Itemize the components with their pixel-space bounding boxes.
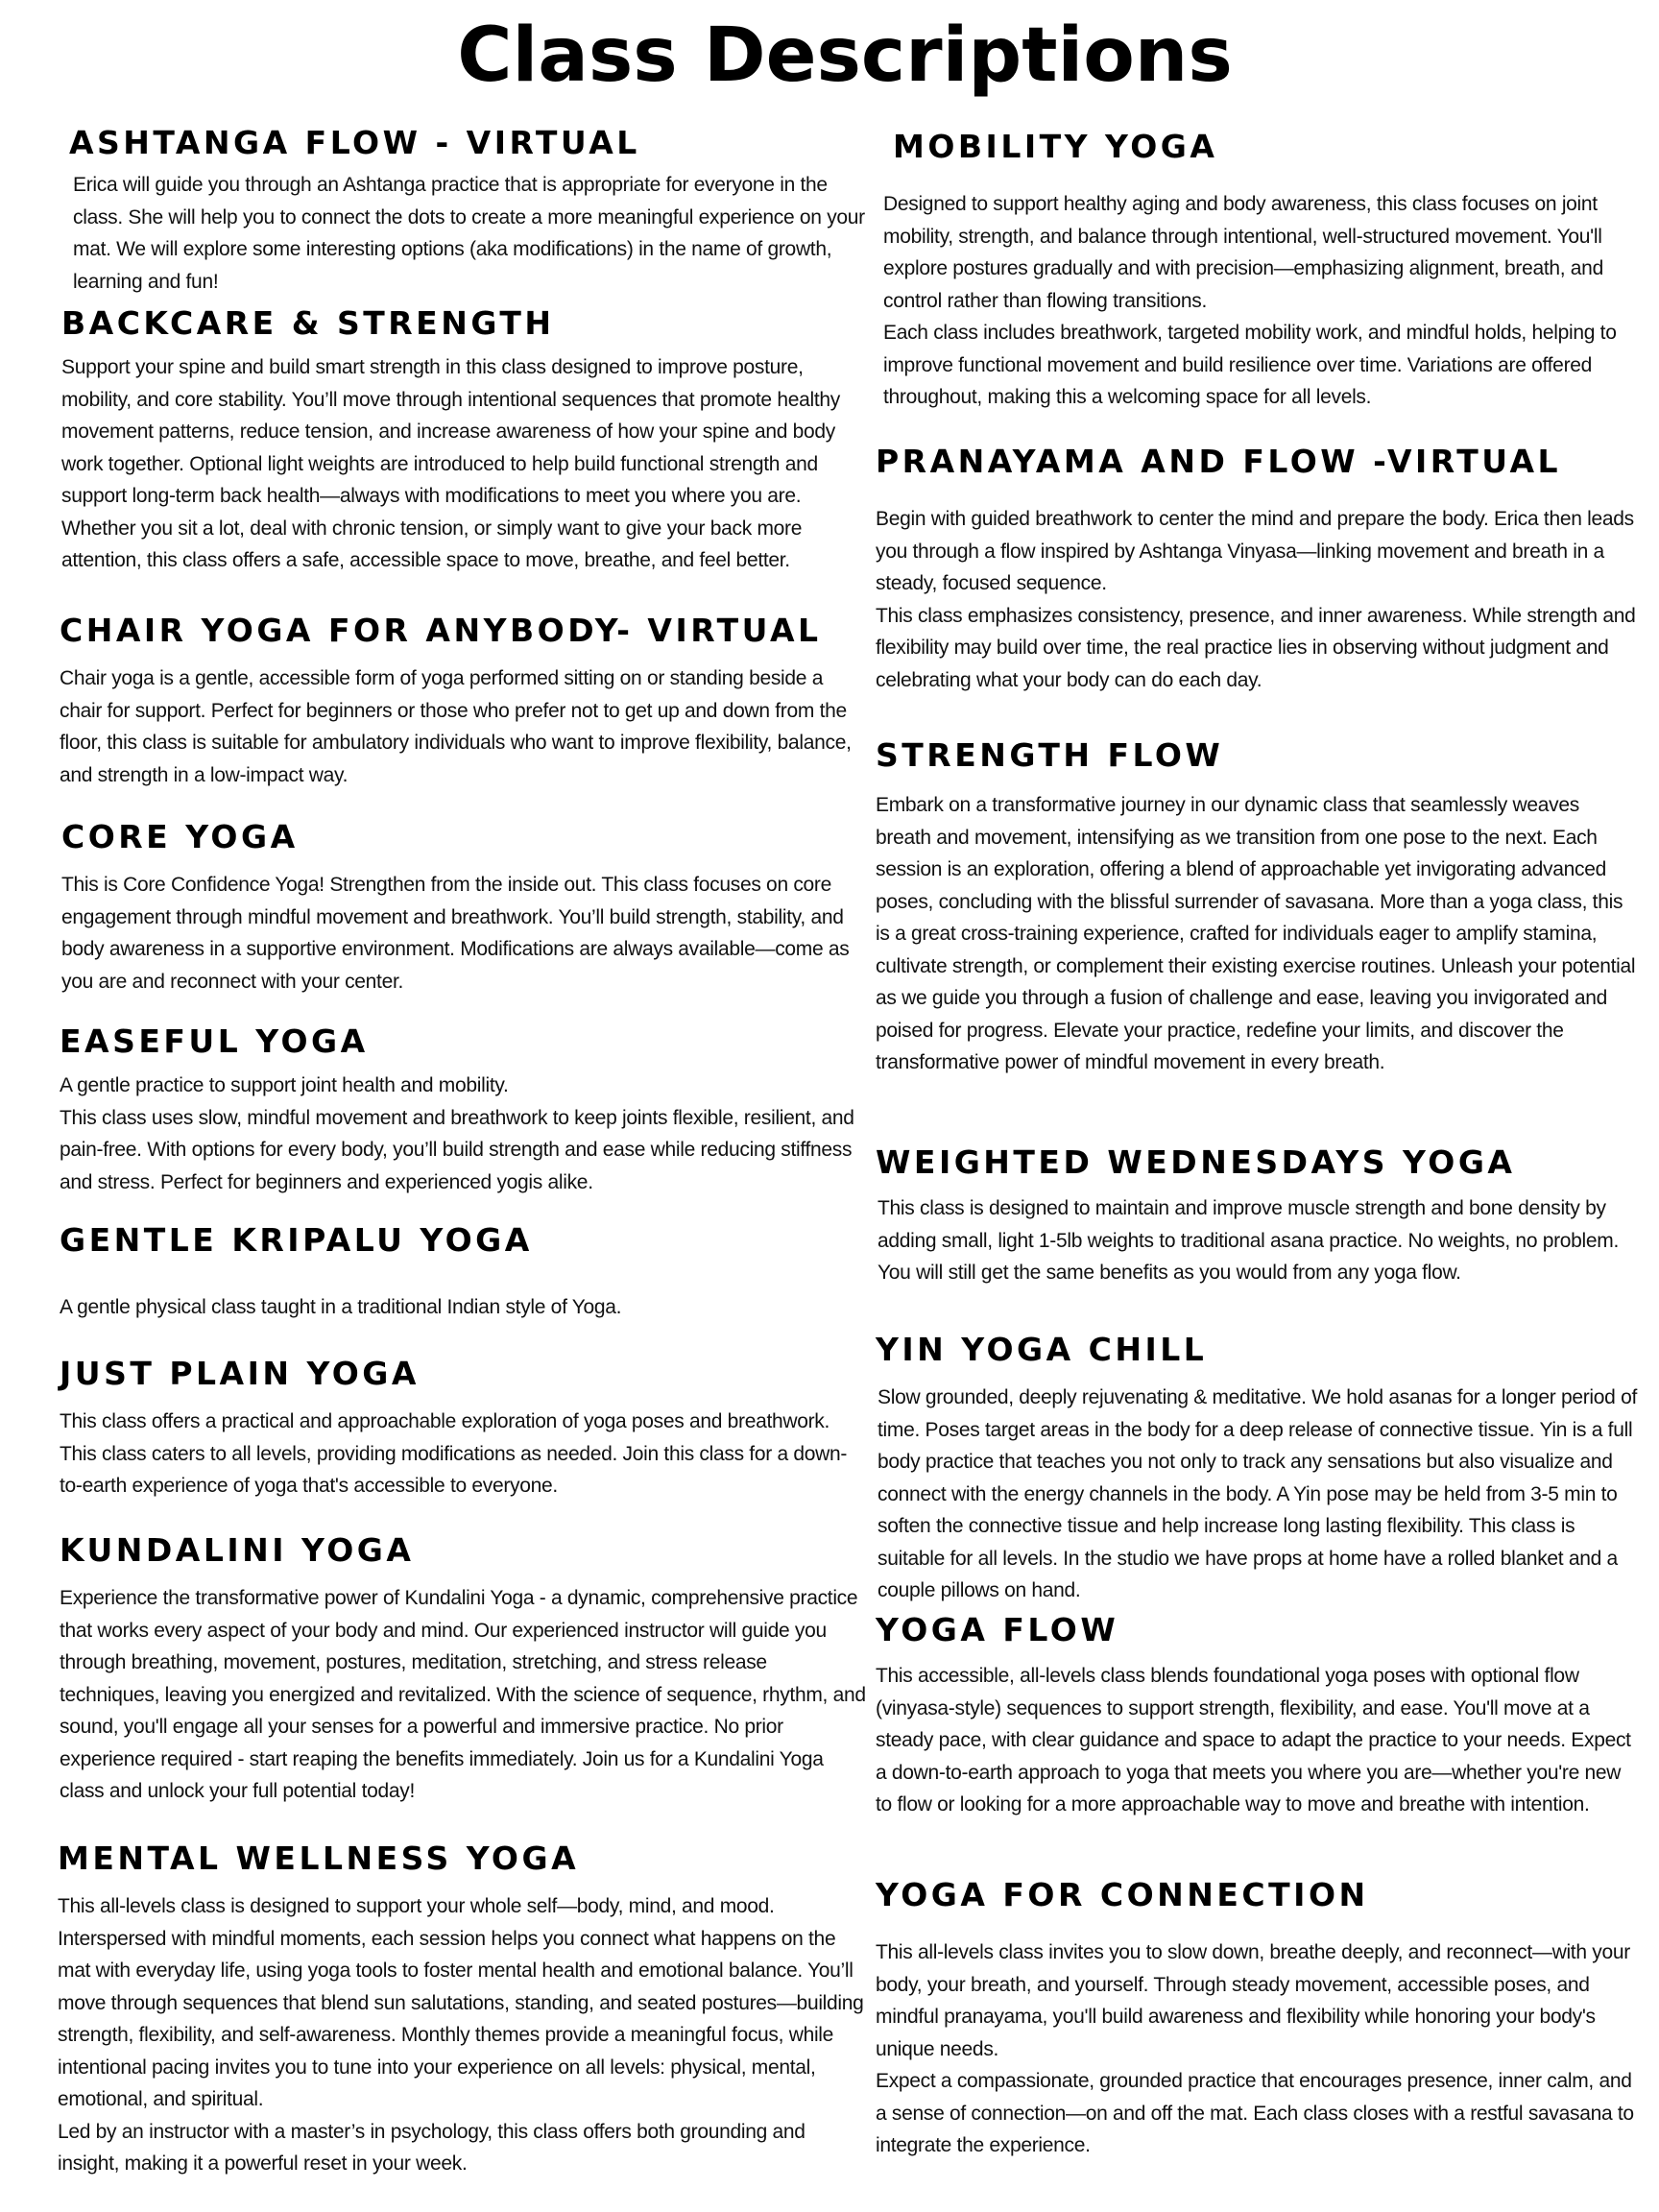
class-description	[878, 1192, 1639, 1289]
description-paragraph: This class offers a practical and approachable exploration of yoga poses and breathwork. This class caters to all levels, providing modifications as needed. Join this class for a down-to-earth experience of yoga that's accessible to everyone.	[60, 1410, 848, 1497]
class-heading: MOBILITY YOGA	[893, 128, 1218, 165]
class-section-easeful-yoga	[60, 1022, 866, 1198]
description-paragraph: Chair yoga is a gentle, accessible form of yoga performed sitting on or standing beside a chair for support. Perfect for beginners or those who prefer not to get up and down from the floor, this class is suitable for ambulatory individuals who want to improve flexibility, balance, and strength in a low-impact way.	[60, 667, 852, 786]
class-heading: CORE YOGA	[61, 818, 299, 855]
class-heading: YOGA FOR CONNECTION	[876, 1876, 1369, 1913]
class-section-ashtanga-flow-virtual	[69, 123, 866, 298]
description-paragraph: This class is designed to maintain and improve muscle strength and bone density by adding small, light 1-5lb weights to traditional asana practice. No weights, no problem. You will still get the same benefits as you would from any yoga flow.	[878, 1197, 1620, 1284]
class-heading: EASEFUL YOGA	[60, 1022, 369, 1060]
class-description	[876, 789, 1639, 1079]
description-paragraph: Experience the transformative power of Kundalini Yoga - a dynamic, comprehensive practice that works every aspect of your body and mind. Our experienced instructor will guide you through breathing, movement, postures, meditation, stretching, and stress release techniques, leaving you energized and revitalized. With the science of sequence, rhythm, and sound, you'll engage all your senses for a powerful and immersive practice. No prior experience required - start reaping the benefits immediately. Join us for a Kundalini Yoga class and unlock your full potential today!	[60, 1587, 866, 1802]
description-paragraph: A gentle practice to support joint health and mobility.	[60, 1074, 509, 1096]
description-paragraph: Designed to support healthy aging and body awareness, this class focuses on joint mobility, strength, and balance through intentional, well-structured movement. You'll explore postures gradually and with precision—emphasizing alignment, breath, and control rather than flowing transitions.	[883, 193, 1603, 312]
class-description	[61, 351, 868, 577]
class-section-mental-wellness-yoga	[58, 1839, 870, 2180]
class-section-weighted-wednesdays-yoga	[876, 1142, 1639, 1289]
class-description	[876, 1660, 1639, 1821]
class-heading: STRENGTH FLOW	[876, 736, 1224, 774]
class-section-kundalini-yoga	[60, 1530, 868, 1808]
class-section-gentle-kripalu-yoga	[60, 1220, 866, 1324]
class-section-strength-flow	[876, 735, 1639, 1079]
class-description	[73, 169, 866, 298]
class-description	[58, 1890, 870, 2180]
description-paragraph: This class uses slow, mindful movement and breathwork to keep joints flexible, resilient, and pain-free. With options for every body, you’ll build strength and ease while reducing stiffness and stress. Perfect for beginners and experienced yogis alike.	[60, 1106, 854, 1193]
class-description	[60, 662, 868, 791]
class-description	[878, 1382, 1639, 1607]
class-description	[876, 503, 1639, 696]
description-paragraph: This class emphasizes consistency, presence, and inner awareness. While strength and flexibility may build over time, the real practice lies in observing without judgment and celebrating what your body can do each day.	[876, 604, 1636, 691]
class-description	[60, 1582, 868, 1808]
class-heading: KUNDALINI YOGA	[60, 1531, 415, 1569]
page-title: Class Descriptions	[457, 12, 1233, 99]
class-section-pranayama-and-flow-virtual	[876, 442, 1639, 696]
class-heading: JUST PLAIN YOGA	[60, 1355, 420, 1392]
description-paragraph: This accessible, all-levels class blends foundational yoga poses with optional flow (vinyasa-style) sequences to support strength, flexibility, and ease. You'll move at a steady pace, with clear guidance and space to adapt the practice to your needs. Expect a down-to-earth approach to yoga that meets you where you are—whether you're new to flow or looking for a more approachable way to move and breathe with intention.	[876, 1665, 1631, 1815]
class-heading: PRANAYAMA AND FLOW -VIRTUAL	[876, 443, 1562, 480]
class-heading: YIN YOGA CHILL	[876, 1331, 1208, 1368]
class-description	[61, 869, 868, 998]
class-heading: CHAIR YOGA FOR ANYBODY- VIRTUAL	[60, 612, 822, 649]
class-description	[876, 1936, 1639, 2162]
description-paragraph: Begin with guided breathwork to center the mind and prepare the body. Erica then leads you through a flow inspired by Ashtanga Vinyasa—linking movement and breath in a steady, focused sequence.	[876, 508, 1634, 594]
class-heading: MENTAL WELLNESS YOGA	[58, 1839, 580, 1877]
class-description	[883, 188, 1632, 414]
class-section-yoga-for-connection	[876, 1875, 1639, 2162]
class-description	[60, 1070, 866, 1198]
description-paragraph: This all-levels class is designed to support your whole self—body, mind, and mood. Interspersed with mindful moments, each session helps you connect what happens on the mat with everyday life, using yoga tools to foster mental health and emotional balance. You’ll move through sequences that blend sun salutations, standing, and seated postures—building strength, flexibility, and self-awareness. Monthly themes provide a meaningful focus, while intentional pacing invites you to tune into your experience on all levels: physical, mental, emotional, and spiritual.	[58, 1895, 864, 2110]
class-section-just-plain-yoga	[60, 1354, 866, 1503]
class-heading: WEIGHTED WEDNESDAYS YOGA	[876, 1143, 1516, 1181]
description-paragraph: A gentle physical class taught in a traditional Indian style of Yoga.	[60, 1296, 622, 1318]
description-paragraph: This is Core Confidence Yoga! Strengthen from the inside out. This class focuses on core engagement through mindful movement and breathwork. You’ll build strength, stability, and body awareness in a supportive environment. Modifications are always available—come as you are and reconnect with your center.	[61, 874, 850, 993]
class-heading: BACKCARE & STRENGTH	[61, 304, 555, 342]
class-section-mobility-yoga	[883, 127, 1632, 414]
description-paragraph: Support your spine and build smart strength in this class designed to improve posture, mobility, and core stability. You’ll move through intentional sequences that promote healthy movement patterns, reduce tension, and increase awareness of how your spine and body work together. Optional light weights are introduced to help build functional strength and support long-term back health—always with modifications to meet you where you are. Whether you sit a lot, deal with chronic tension, or simply want to give your back more attention, this class offers a safe, accessible space to move, breathe, and feel better.	[61, 356, 840, 571]
description-paragraph: Slow grounded, deeply rejuvenating & meditative. We hold asanas for a longer period of time. Poses target areas in the body for a deep release of connective tissue. Yin is a full body practice that teaches you not only to track any sensations but also visualize and connect with the energy channels in the body. A Yin pose may be held from 3-5 min to soften the connective tissue and help increase long lasting flexibility. This class is suitable for all levels. In the studio we have props at home have a rolled blanket and a couple pillows on hand.	[878, 1386, 1637, 1601]
class-heading: YOGA FLOW	[876, 1611, 1119, 1648]
description-paragraph: Led by an instructor with a master’s in psychology, this class offers both grounding and insight, making it a powerful reset in your week.	[58, 2120, 805, 2175]
class-section-yin-yoga-chill	[876, 1330, 1639, 1607]
class-description	[60, 1291, 866, 1324]
description-paragraph: Embark on a transformative journey in our dynamic class that seamlessly weaves breath and movement, intensifying as we transition from one pose to the next. Each session is an exploration, offering a blend of approachable yet invigorating advanced poses, concluding with the blissful surrender of savasana. More than a yoga class, this is a great cross-training experience, crafted for individuals eager to amplify stamina, cultivate strength, or complement their existing exercise routines. Unleash your potential as we guide you through a fusion of challenge and ease, leaving you invigorated and poised for progress. Elevate your practice, redefine your limits, and discover the transformative power of mindful movement in every breath.	[876, 794, 1636, 1073]
class-section-yoga-flow	[876, 1610, 1639, 1821]
description-paragraph: This all-levels class invites you to slow down, breathe deeply, and reconnect—with your body, your breath, and yourself. Through steady movement, accessible poses, and mindful pranayama, you'll build awareness and flexibility while honoring your body's unique needs.	[876, 1941, 1630, 2060]
class-section-chair-yoga-for-anybody-virtual	[60, 611, 868, 791]
class-heading: ASHTANGA FLOW - VIRTUAL	[69, 124, 640, 161]
description-paragraph: Expect a compassionate, grounded practice that encourages presence, inner calm, and a sense of connection—on and off the mat. Each class closes with a restful savasana to integrate the experience.	[876, 2070, 1634, 2156]
class-heading: GENTLE KRIPALU YOGA	[60, 1221, 533, 1259]
class-section-core-yoga	[61, 817, 868, 998]
description-paragraph: Erica will guide you through an Ashtanga practice that is appropriate for everyone in the class. She will help you to connect the dots to create a more meaningful experience on your mat. We will explore some interesting options (aka modifications) in the name of growth, learning and fun!	[73, 174, 865, 293]
description-paragraph: Each class includes breathwork, targeted mobility work, and mindful holds, helping to improve functional movement and build resilience over time. Variations are offered throughout, making this a welcoming space for all levels.	[883, 322, 1617, 408]
class-section-backcare-and-strength	[61, 303, 868, 577]
class-description	[60, 1406, 866, 1503]
